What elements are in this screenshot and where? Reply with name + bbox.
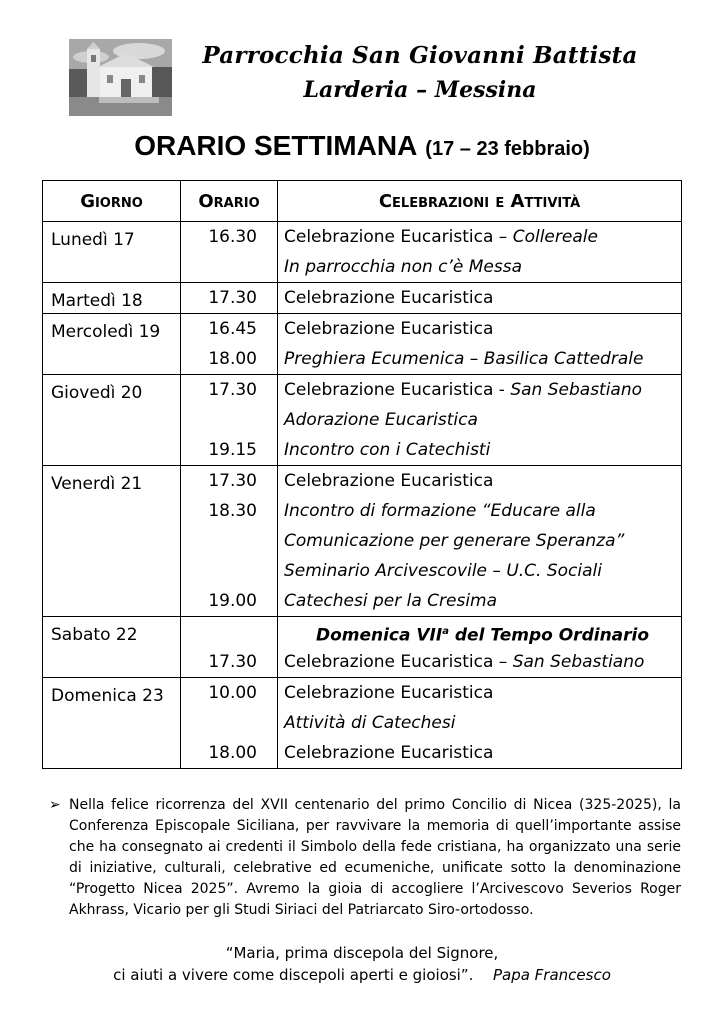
time-value: [181, 252, 277, 282]
time-cell: [181, 375, 278, 466]
liturgical-heading: [278, 617, 681, 647]
activity-line: [278, 738, 681, 768]
time-value: [181, 556, 277, 586]
time-cell: [181, 222, 278, 283]
heading-text: Domenica VII: [315, 625, 443, 646]
day-cell: Martedì 18: [43, 283, 181, 314]
schedule-table: [42, 180, 682, 769]
time-value: 19.00: [208, 591, 257, 611]
activity-italic: Seminario Arcivescovile – U.C. Sociali: [284, 561, 602, 581]
activity-line: [278, 283, 681, 313]
activity-text: Celebrazione Eucaristica: [284, 288, 494, 308]
time-cell: [181, 466, 278, 617]
table-header-row: [43, 181, 682, 222]
time-value: 18.00: [208, 743, 257, 763]
table-row: [43, 678, 682, 769]
activity-line: [278, 496, 681, 526]
activity-italic: In parrocchia non c’è Messa: [284, 257, 523, 277]
time-value: 19.15: [208, 440, 257, 460]
time-value: 17.30: [208, 288, 257, 308]
activity-line: [278, 556, 681, 586]
activity-cell: [278, 314, 682, 375]
header-celebrazioni: Celebrazioni e Attività: [278, 181, 682, 222]
activity-line: [278, 708, 681, 738]
parish-name: Parrocchia San Giovanni Battista: [202, 42, 638, 69]
table-row: [43, 283, 682, 314]
table-row: [43, 314, 682, 375]
time-value: [181, 526, 277, 556]
time-value: [181, 405, 277, 435]
header-orario: Orario: [181, 181, 278, 222]
activity-line: [278, 678, 681, 708]
activity-line: [278, 344, 681, 374]
activity-italic: San Sebastiano: [512, 652, 645, 672]
time-value: 18.00: [208, 349, 257, 369]
activity-line: [278, 222, 681, 252]
activity-text: Celebrazione Eucaristica –: [284, 652, 513, 672]
table-row: [43, 222, 682, 283]
parish-location: Larderia – Messina: [303, 77, 537, 103]
title-dates: (17 – 23 febbraio): [425, 138, 590, 160]
activity-italic: Catechesi per la Cresima: [284, 591, 498, 611]
time-value: 17.30: [208, 471, 257, 491]
time-cell: [181, 314, 278, 375]
header-giorno: Giorno: [43, 181, 181, 222]
quote-text: ci aiuti a vivere come discepoli aperti e gioiosi”.: [113, 966, 474, 984]
activity-line: [278, 375, 681, 405]
activity-line: [278, 526, 681, 556]
activity-cell: [278, 466, 682, 617]
activity-italic: Adorazione Eucaristica: [284, 410, 478, 430]
activity-cell: [278, 617, 682, 678]
activity-text: Celebrazione Eucaristica: [284, 471, 494, 491]
activity-italic: Incontro di formazione “Educare alla: [284, 501, 596, 521]
day-cell: Venerdì 21: [43, 466, 181, 617]
activity-line: [278, 252, 681, 282]
time-value: 16.30: [208, 227, 257, 247]
time-cell: [181, 283, 278, 314]
activity-text: Celebrazione Eucaristica –: [284, 227, 513, 247]
heading-sup: a: [442, 626, 449, 637]
activity-italic: Attività di Catechesi: [284, 713, 456, 733]
activity-cell: [278, 222, 682, 283]
activity-italic: Incontro con i Catechisti: [284, 440, 491, 460]
time-value: 10.00: [208, 683, 257, 703]
day-cell: Mercoledì 19: [43, 314, 181, 375]
activity-line: [278, 435, 681, 465]
church-photo: [69, 39, 172, 116]
time-value: 16.45: [208, 319, 257, 339]
activity-text: Celebrazione Eucaristica: [284, 683, 494, 703]
activity-cell: [278, 375, 682, 466]
day-cell: Domenica 23: [43, 678, 181, 769]
activity-line: [278, 405, 681, 435]
table-row: [43, 375, 682, 466]
heading-rest: del Tempo Ordinario: [448, 625, 650, 646]
day-cell: Sabato 22: [43, 617, 181, 678]
day-cell: Giovedì 20: [43, 375, 181, 466]
activity-italic: Collereale: [512, 227, 598, 247]
time-value: 18.30: [208, 501, 257, 521]
quote-author: Papa Francesco: [492, 966, 611, 984]
arrow-bullet-icon: ➢: [49, 797, 61, 813]
quote-line-2: [0, 966, 724, 984]
activity-line: [278, 647, 681, 677]
activity-line: [278, 314, 681, 344]
page-title: [0, 130, 724, 162]
activity-cell: [278, 283, 682, 314]
activity-italic: San Sebastiano: [510, 380, 643, 400]
activity-line: [278, 466, 681, 496]
title-main: ORARIO SETTIMANA: [134, 130, 418, 161]
day-cell: Lunedì 17: [43, 222, 181, 283]
activity-italic: Preghiera Ecumenica – Basilica Cattedrale: [284, 349, 644, 369]
time-cell: [181, 678, 278, 769]
activity-italic: Comunicazione per generare Speranza”: [284, 531, 625, 551]
announcement-note: [49, 795, 681, 921]
quote-line-1: “Maria, prima discepola del Signore,: [225, 944, 499, 962]
activity-text: Celebrazione Eucaristica -: [284, 380, 511, 400]
activity-line: [278, 586, 681, 616]
time-value: [181, 708, 277, 738]
table-row: [43, 466, 682, 617]
activity-cell: [278, 678, 682, 769]
table-row: [43, 617, 682, 678]
time-cell: [181, 617, 278, 678]
announcement-text: Nella felice ricorrenza del XVII centenario del primo Concilio di Nicea (325-2025), la Conferenza Episcopale Siciliana, per ravvivare la memoria di quell’importante assise che ha consegnato ai credenti il Simbolo della fede cristiana, ha organizzato una serie di iniziative, culturali, celebrative ed ecumeniche, unificate sotto la denominazione “Progetto Nicea 2025”. Avremo la gioia di accogliere l’Arcivescovo Severios Roger Akhrass, Vicario per gli Studi Siriaci del Patriarcato Siro-ortodosso.: [69, 797, 681, 918]
activity-text: Celebrazione Eucaristica: [284, 743, 494, 763]
time-spacer: [181, 617, 277, 647]
time-value: 17.30: [208, 380, 257, 400]
time-value: 17.30: [208, 652, 257, 672]
activity-text: Celebrazione Eucaristica: [284, 319, 494, 339]
